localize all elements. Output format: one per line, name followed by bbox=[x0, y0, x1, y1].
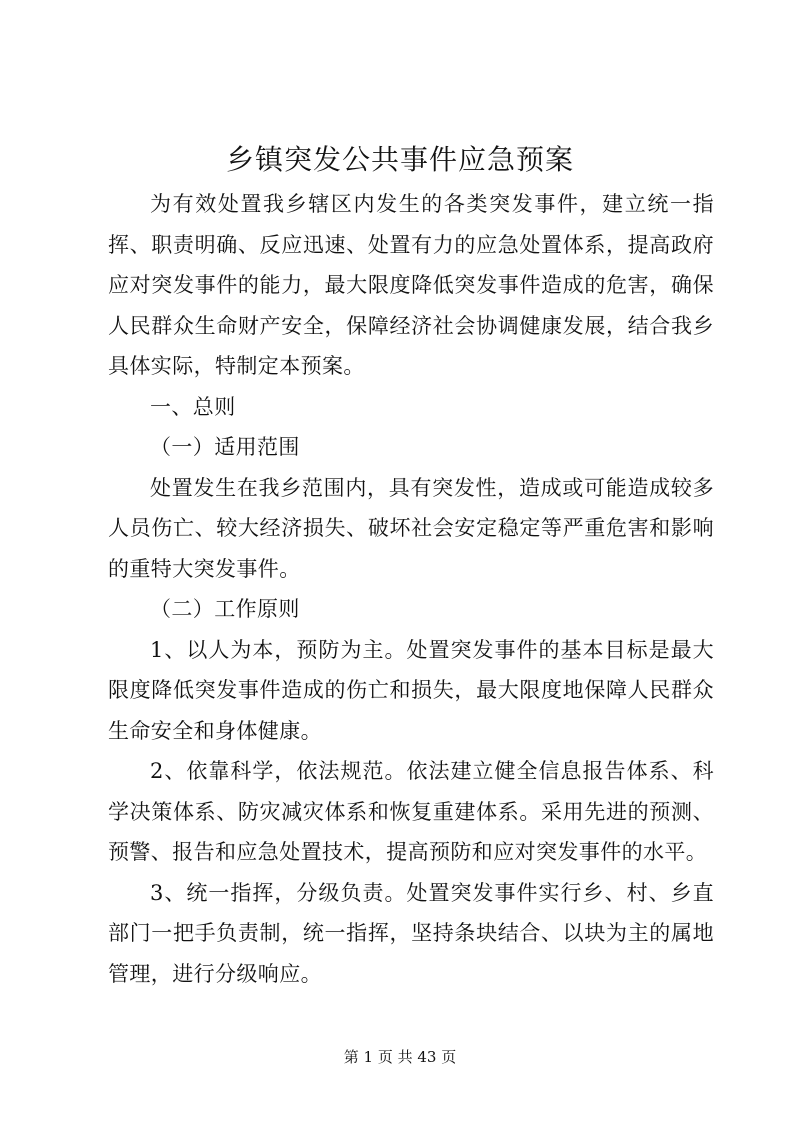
subheading-principles: （二）工作原则 bbox=[150, 597, 300, 621]
paragraph-principle-1: 1、以人为本，预防为主。处置突发事件的基本目标是最大限度降低突发事件造成的伤亡和损失，最大限度地保障人民群众生命安全和身体健康。 bbox=[108, 637, 714, 743]
paragraph-intro: 为有效处置我乡辖区内发生的各类突发事件，建立统一指挥、职责明确、反应迅速、处置有力的应急处置体系，提高政府应对突发事件的能力，最大限度降低突发事件造成的危害，确保人民群众生命财产安全，保障经济社会协调健康发展，结合我乡具体实际，特制定本预案。 bbox=[108, 192, 714, 378]
document-title: 乡镇突发公共事件应急预案 bbox=[225, 143, 574, 176]
paragraph-principle-2: 2、依靠科学，依法规范。依法建立健全信息报告体系、科学决策体系、防灾减灾体系和恢复重建体系。采用先进的预测、预警、报告和应急处置技术，提高预防和应对突发事件的水平。 bbox=[108, 759, 714, 864]
page-number-footer: 第 1 页 共 43 页 bbox=[343, 1048, 457, 1066]
paragraph-principle-3: 3、统一指挥，分级负责。处置突发事件实行乡、村、乡直部门一把手负责制，统一指挥，坚持条块结合、以块为主的属地管理，进行分级响应。 bbox=[108, 880, 714, 986]
heading-general-provisions: 一、总则 bbox=[150, 394, 236, 419]
document-body bbox=[108, 184, 714, 994]
paragraph-scope: 处置发生在我乡范围内，具有突发性，造成或可能造成较多人员伤亡、较大经济损失、破坏社会安定稳定等严重危害和影响的重特大突发事件。 bbox=[108, 475, 714, 581]
subheading-scope: （一）适用范围 bbox=[150, 435, 300, 459]
